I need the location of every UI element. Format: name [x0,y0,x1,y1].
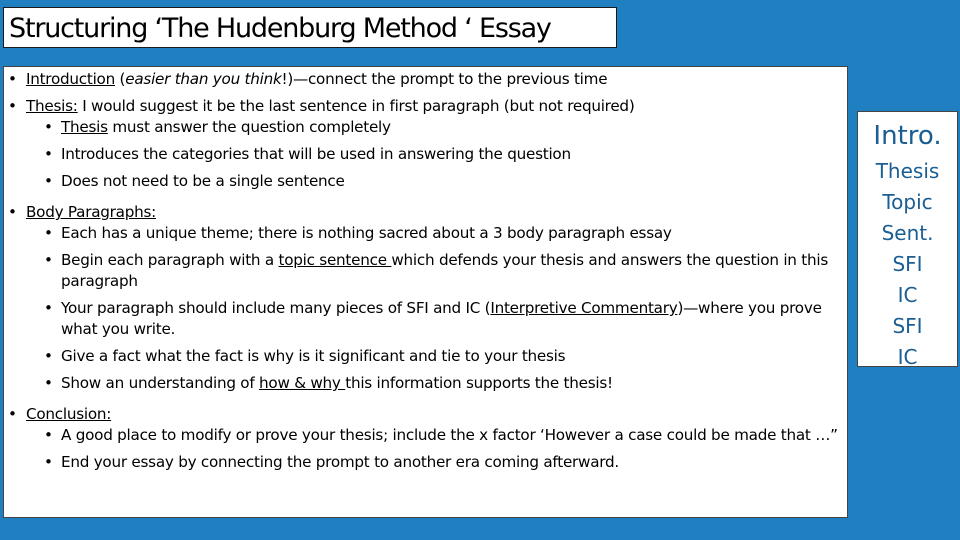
interpretive-commentary-underlined: Interpretive Commentary [490,299,678,317]
thesis-item [4,144,847,165]
bullet-icon: • [8,405,17,423]
bullet-introduction [4,69,847,90]
conclusion-item-text: A good place to modify or prove your thesis; include the x factor ‘However a case could be made that …” [61,426,838,444]
body-item-text: Begin each paragraph with a [61,251,279,269]
body-item [4,298,847,340]
structure-sidebar [857,111,958,367]
bullet-icon: • [44,453,53,471]
sidebar-ic: IC [897,283,918,307]
introduction-emphasis: easier than you think [125,70,282,88]
bullet-icon: • [44,145,53,163]
bullet-icon: • [44,251,53,269]
how-why-underlined: how & why [259,374,346,392]
body-item-text: Each has a unique theme; there is nothing sacred about a 3 body paragraph essay [61,224,672,242]
bullet-icon: • [44,299,53,317]
body-item-text: Show an understanding of [61,374,260,392]
bullet-icon: • [44,374,53,392]
thesis-item-text: Does not need to be a single sentence [61,172,345,190]
bullet-icon: • [8,70,17,88]
introduction-label: Introduction [26,70,115,88]
conclusion-item-text: End your essay by connecting the prompt to another era coming afterward. [61,453,619,471]
body-label: Body Paragraphs: [26,203,156,221]
thesis-item [4,117,847,138]
body-item [4,373,847,394]
bullet-icon: • [44,347,53,365]
conclusion-label: Conclusion: [26,405,112,423]
conclusion-item [4,425,847,446]
body-item-text: Your paragraph should include many pieces of SFI and IC ( [61,299,491,317]
body-item-text: )—where you prove what you write. [61,299,822,338]
thesis-item-text: Introduces the categories that will be used in answering the question [61,145,571,163]
body-item-text: Give a fact what the fact is why is it significant and tie to your thesis [61,347,566,365]
bullet-body-paragraphs [4,202,847,223]
sidebar-sfi: SFI [892,252,923,276]
thesis-item [4,171,847,192]
sidebar-sfi: SFI [892,314,923,338]
content-box [3,66,848,518]
introduction-paren: ( [114,70,126,88]
sidebar-thesis: Thesis [875,159,940,183]
bullet-conclusion [4,404,847,425]
sidebar-topic: Topic [882,190,933,214]
thesis-text: I would suggest it be the last sentence in first paragraph (but not required) [77,97,635,115]
bullet-icon: • [8,97,17,115]
bullet-icon: • [44,426,53,444]
bullet-icon: • [8,203,17,221]
sidebar-ic: IC [897,345,918,369]
thesis-label: Thesis: [26,97,78,115]
body-item [4,346,847,367]
slide-title: Structuring ‘The Hudenburg Method ‘ Essay [3,7,617,48]
sidebar-sent: Sent. [881,221,934,245]
body-item-text: which defends your thesis and answers the question in this paragraph [61,251,828,290]
topic-sentence-underlined: topic sentence [278,251,392,269]
sidebar-intro: Intro. [873,121,942,151]
conclusion-item [4,452,847,473]
bullet-icon: • [44,118,53,136]
bullet-icon: • [44,224,53,242]
thesis-item-text: must answer the question completely [107,118,391,136]
body-item [4,250,847,292]
body-item-text: this information supports the thesis! [345,374,613,392]
bullet-icon: • [44,172,53,190]
introduction-text: !)—connect the prompt to the previous time [281,70,608,88]
bullet-thesis [4,96,847,117]
body-item [4,223,847,244]
thesis-item-underlined: Thesis [61,118,108,136]
